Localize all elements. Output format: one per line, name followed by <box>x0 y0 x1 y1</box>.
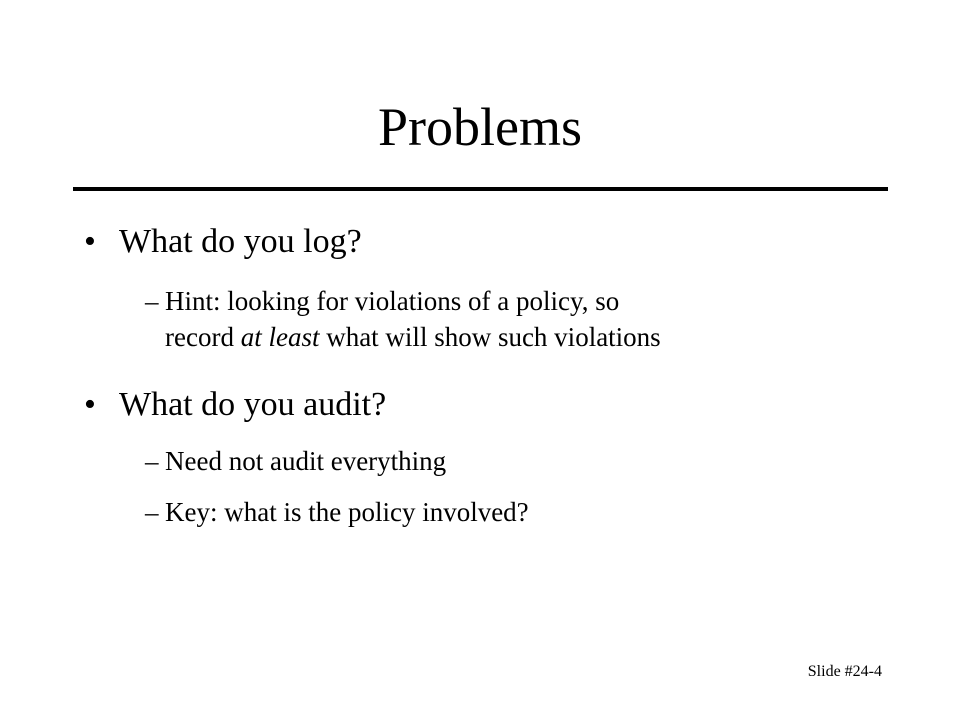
sub-bullet-line-2 <box>145 319 661 355</box>
sub-bullet-text: Need not audit everything <box>165 446 447 476</box>
sub-bullet-need-not-audit <box>145 443 446 479</box>
line-text-after: what will show such violations <box>319 322 661 352</box>
bullet-what-do-you-log <box>84 222 362 262</box>
sub-bullet-key-policy <box>145 494 529 530</box>
sub-bullet-hint <box>145 283 661 355</box>
sub-bullet-marker: – <box>145 286 159 316</box>
line-text-before: record <box>165 322 241 352</box>
title-divider <box>73 187 888 191</box>
slide-title: Problems <box>377 97 582 157</box>
slide-number: Slide #24-4 <box>807 663 882 680</box>
bullet-what-do-you-audit <box>84 385 386 425</box>
bullet-text: What do you log? <box>119 223 362 260</box>
sub-bullet-marker: – <box>145 497 159 527</box>
sub-bullet-marker: – <box>145 446 159 476</box>
emphasis-at-least: at least <box>240 322 320 352</box>
bullet-marker: • <box>84 386 96 423</box>
sub-bullet-line-1: Hint: looking for violations of a policy, so <box>165 286 620 316</box>
sub-bullet-text: Key: what is the policy involved? <box>165 497 529 527</box>
bullet-text: What do you audit? <box>119 386 387 423</box>
bullet-marker: • <box>84 223 96 260</box>
